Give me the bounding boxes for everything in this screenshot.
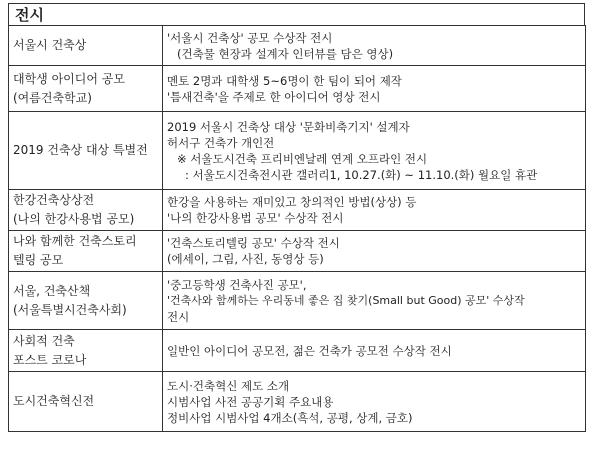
table-row (9, 112, 586, 190)
exhibit-name-cell (9, 330, 163, 372)
exhibit-name-cell (9, 372, 163, 432)
exhibit-name-sub: (서울특별시건축사회) (13, 302, 127, 317)
detail-line: (건축물 현장과 설계자 인터뷰를 담은 영상) (177, 46, 394, 61)
detail-line: ※ 서울도시건축 프리비엔날레 연계 오프라인 전시 (177, 151, 428, 166)
exhibit-name: 서울, 건축산책 (13, 283, 91, 298)
exhibit-name: 나와 함께한 건축스토리 (13, 234, 137, 248)
exhibit-detail-cell (163, 26, 586, 66)
detail-line: '중고등학생 건축사진 공모', (167, 277, 307, 292)
exhibit-detail-cell (163, 190, 586, 231)
exhibit-name: 사회적 건축 (13, 333, 75, 348)
exhibit-name: 서울시 건축상 (13, 38, 87, 52)
exhibit-detail-cell (163, 372, 586, 432)
table-row (9, 272, 586, 330)
table-row (9, 26, 586, 66)
detail-line: '건축사와 함께하는 우리동네 좋은 집 찾기(Small but Good) 공모' 수상작 (167, 293, 525, 307)
detail-line: '나의 한강사용법 공모' 수상작 전시 (167, 211, 344, 225)
exhibit-name-cell (9, 66, 163, 112)
exhibit-detail-cell (163, 330, 586, 372)
exhibit-name-cell (9, 112, 163, 190)
detail-line: : 서울도시건축전시관 갤러리1, 10.27.(화) ~ 11.10.(화) 월요일 휴관 (185, 167, 538, 182)
exhibit-name-sub: (나의 한강사용법 공모) (13, 212, 135, 226)
exhibit-name: 대학생 아이디어 공모 (13, 71, 125, 86)
detail-line: 정비사업 시범사업 4개소(흑석, 공평, 상계, 금호) (167, 410, 413, 425)
table-row (9, 330, 586, 372)
exhibit-name-sub: 텔링 공모 (13, 253, 64, 267)
exhibit-name-sub: 포스트 코로나 (13, 352, 87, 367)
detail-line: '서울시 건축상' 공모 수상작 전시 (167, 30, 333, 45)
exhibit-name: 한강건축상상전 (13, 193, 95, 207)
detail-line: 시범사업 사전 공공기획 주요내용 (167, 394, 334, 409)
exhibit-name-cell (9, 26, 163, 66)
table-row (9, 231, 586, 272)
exhibit-detail-cell (163, 231, 586, 272)
exhibit-name-cell (9, 272, 163, 330)
section-title: 전시 (8, 3, 585, 25)
detail-line: '틈새건축'을 주제로 한 아이디어 영상 전시 (167, 89, 381, 104)
table-row (9, 66, 586, 112)
detail-line: 허서구 건축가 개인전 (167, 135, 275, 150)
exhibit-name: 2019 건축상 대상 특별전 (13, 143, 148, 157)
exhibit-detail-cell (163, 66, 586, 112)
detail-line: '건축스토리텔링 공모' 수상작 전시 (167, 236, 340, 250)
detail-line: 2019 서울시 건축상 대상 '문화비축기지' 설계자 (167, 119, 410, 134)
exhibit-name: 도시건축혁신전 (13, 394, 95, 408)
exhibition-table (8, 25, 586, 432)
detail-line: 일반인 아이디어 공모전, 젊은 건축가 공모전 수상작 전시 (167, 343, 452, 358)
exhibit-detail-cell (163, 112, 586, 190)
table-row (9, 372, 586, 432)
exhibit-detail-cell (163, 272, 586, 330)
detail-line: 멘토 2명과 대학생 5~6명이 한 팀이 되어 제작 (167, 73, 402, 88)
detail-line: (에세이, 그림, 사진, 동영상 등) (167, 252, 324, 266)
exhibit-name-sub: (여름건축학교) (13, 90, 92, 105)
detail-line: 도시·건축혁신 제도 소개 (167, 378, 290, 393)
detail-line: 전시 (167, 309, 190, 324)
table-row (9, 190, 586, 231)
exhibit-name-cell (9, 190, 163, 231)
detail-line: 한강을 사용하는 재미있고 창의적인 방법(상상) 등 (167, 195, 417, 209)
exhibit-name-cell (9, 231, 163, 272)
